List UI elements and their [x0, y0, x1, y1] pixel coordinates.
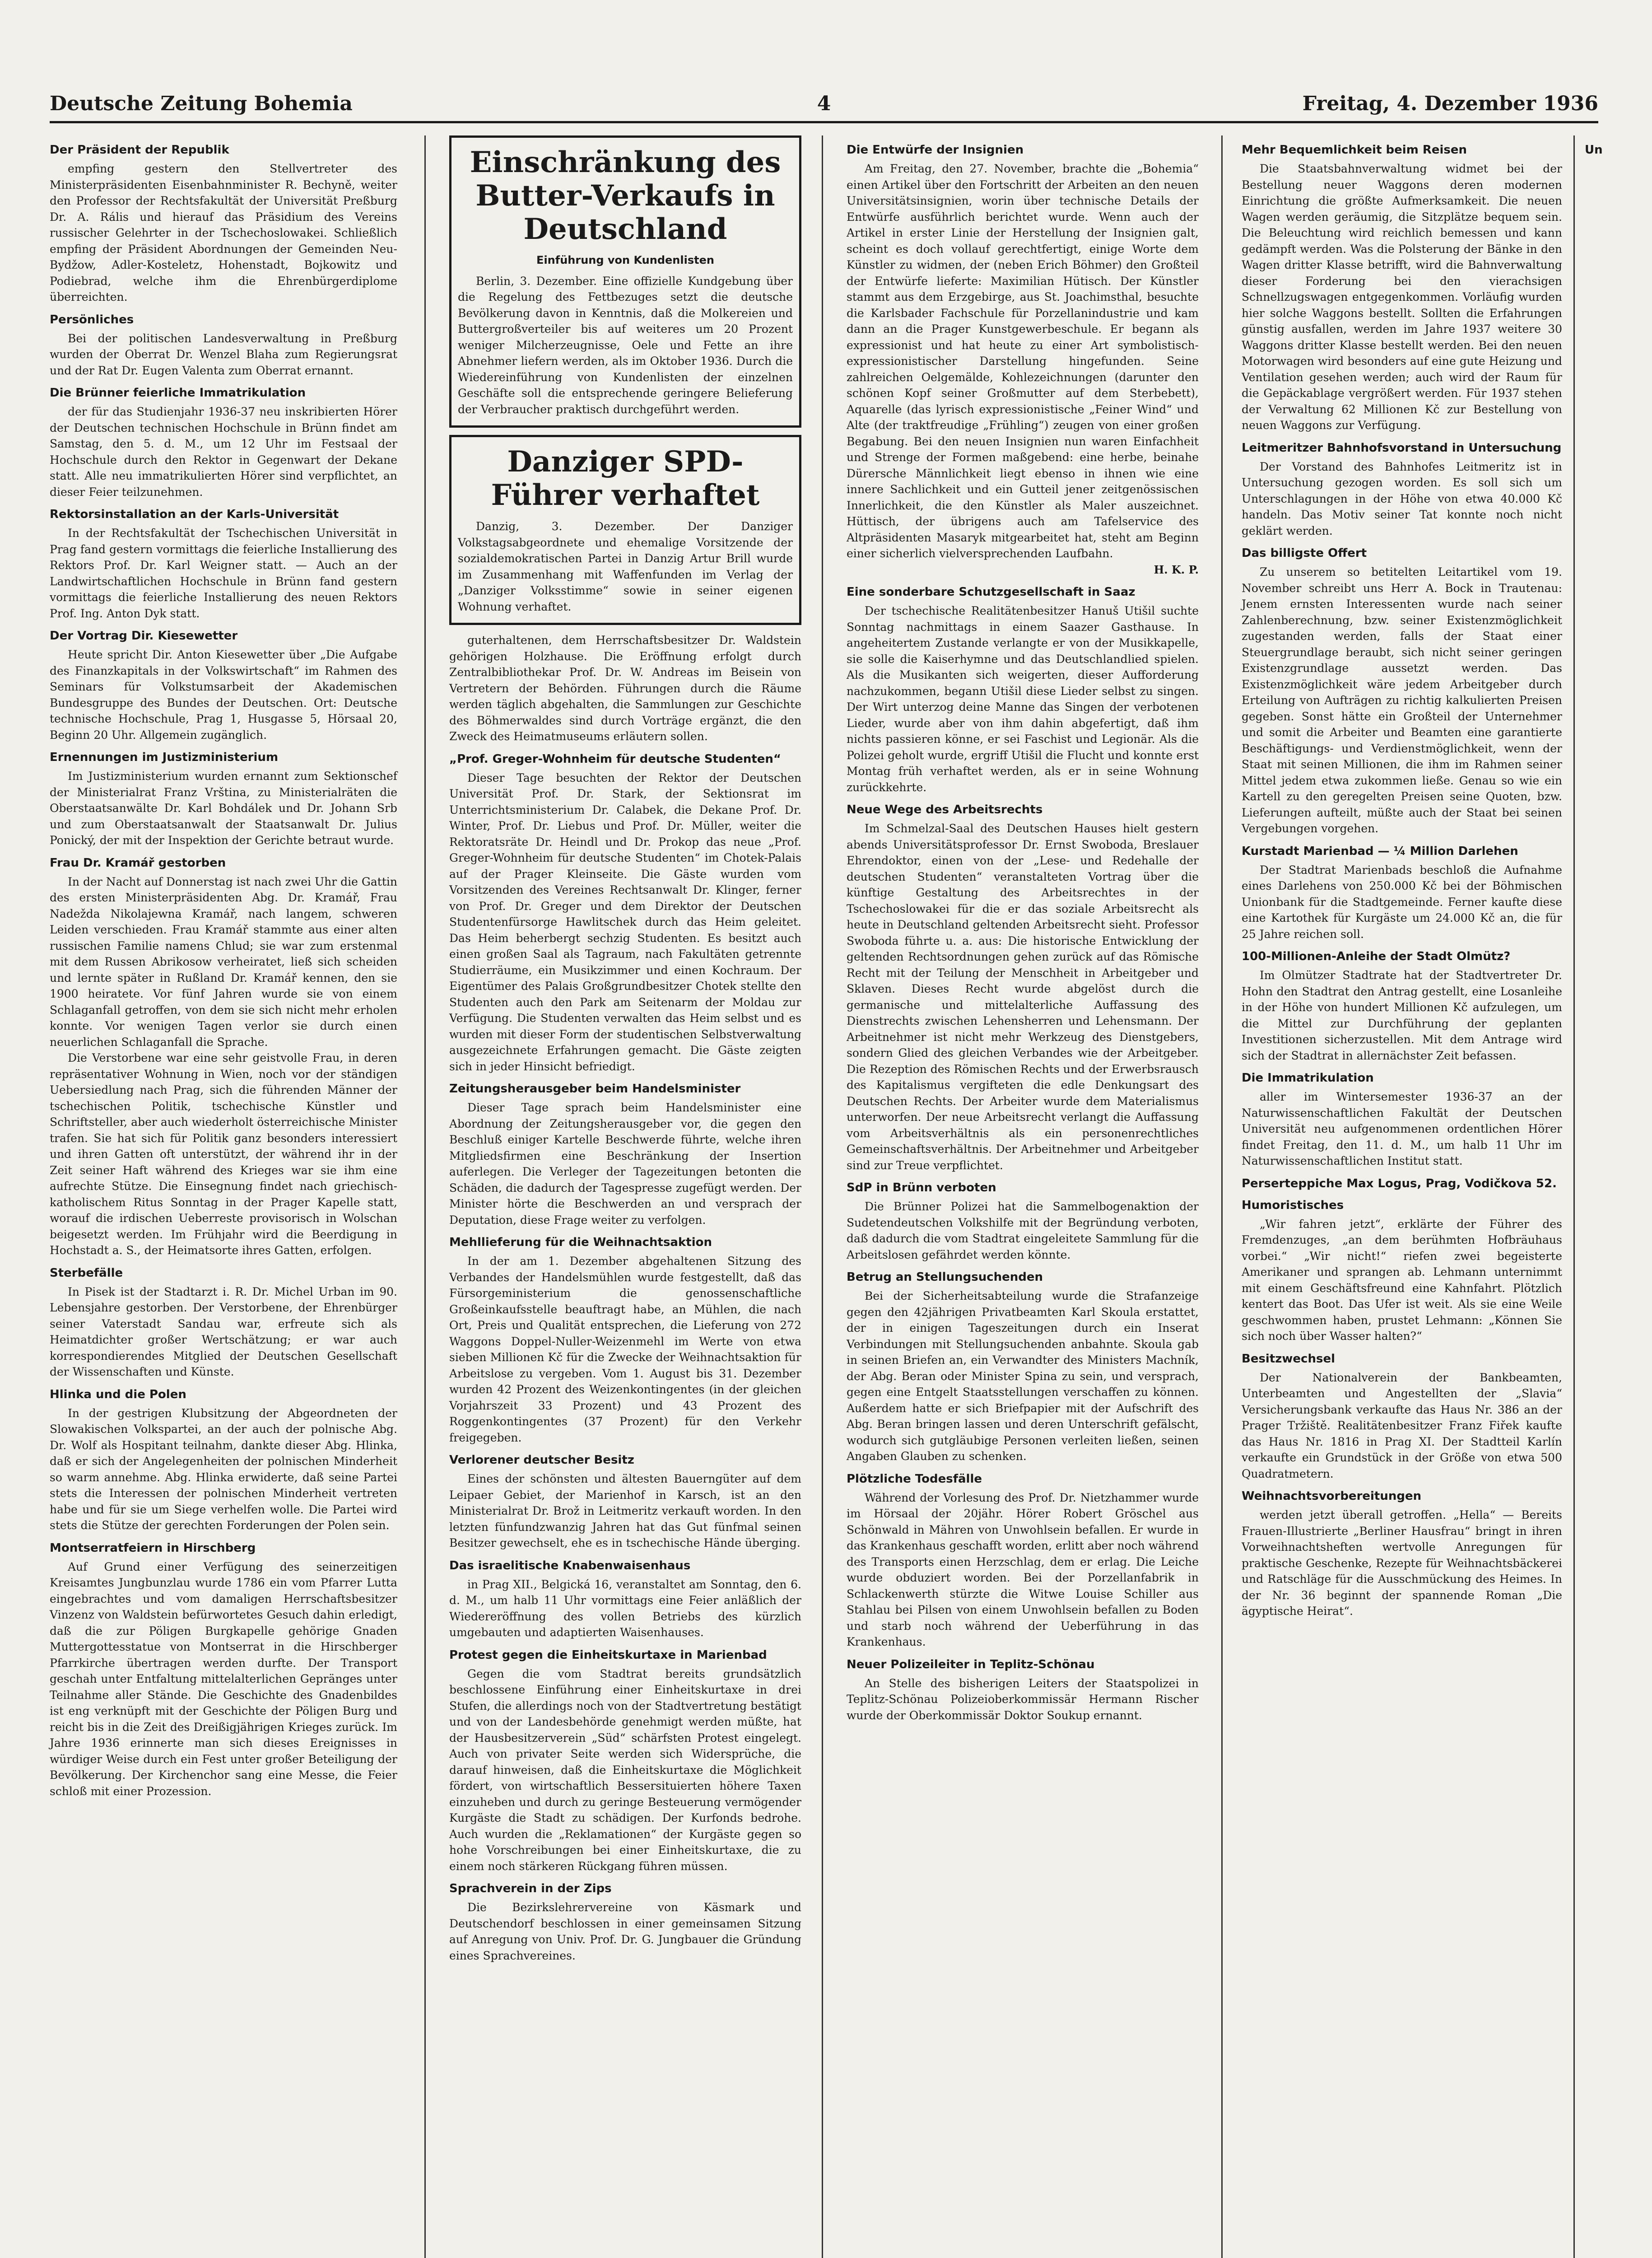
- article-body: In der gestrigen Klubsitzung der Abgeordneten der Slowakischen Volkspartei, an der auch der polnische Abg. Dr. Wolf als Hospitant teilnahm, dankte dieser Abg. Hlinka, daß er sich der Angelegenheiten der polnischen Minderheit so warm annehme. Abg. Hlinka erwiderte, daß seine Partei stets die Interessen der polnischen Minderheit vertreten habe und für sie um Siege verhelfen wolle. Die Partei wird stets die Stütze der gerechten Forderungen der Polen sein.: [50, 1406, 397, 1532]
- article-body: Auf Grund einer Verfügung des seinerzeitigen Kreisamtes Jungbunzlau wurde 1786 ein vom Pfarrer Lutta eingebrachtes und vom damaligen Herrschaftsbesitzer Vinzenz von Waldstein befürwortetes Gesuch dahin erledigt, daß die zur Pöligen Burgkapelle gehörige Gnaden Muttergottesstatue von Montserrat in die Hirschberger Pfarrkirche übertragen werden durfte. Der Transport geschah unter Entfaltung mittelalterlichen Gepränges unter Teilnahme aller Stände. Die Geschichte des Gnadenbildes ist eng verknüpft mit der Geschichte der Pöligen Burg und reicht bis in die Zeit des Dreißigjährigen Krieges zurück. Im Jahre 1936 erinnerte man sich dieses Ereignisses in würdiger Weise durch ein Fest unter großer Beteiligung der Bevölkerung. Der Kirchenchor sang eine Messe, die Feier schloß mit einer Prozession.: [50, 1560, 397, 1798]
- article-title: Plötzliche Todesfälle: [847, 1472, 982, 1486]
- article-body: Während der Vorlesung des Prof. Dr. Nietzhammer wurde im Hörsaal der 20jähr. Hörer Robert Gröschel aus Schönwald in Mähren von Unwohlsein befallen. Er wurde in das Krankenhaus geschafft worden, erlitt aber noch während des Transports einen Herzschlag, dem er erlag. Die Leiche wurde obduziert worden. Bei der Porzellanfabrik in Schlackenwerth stürzte die Witwe Louise Schiller aus Stahlau bei Pilsen von einem Unwohlsein befallen zu Boden und starb noch während der Ueberführung in das Krankenhaus.: [847, 1491, 1199, 1648]
- article-body: Der Stadtrat Marienbads beschloß die Aufnahme eines Darlehens von 250.000 Kč bei der Böhmischen Unionbank für die Stadtgemeinde. Ferner kaufte diese eine Kartothek für Kurgäste um 24.000 Kč an, die für 25 Jahre reichen soll.: [1242, 863, 1562, 941]
- column-4: [1242, 135, 1562, 2258]
- article-body: in Prag XII., Belgická 16, veranstaltet am Sonntag, den 6. d. M., um halb 11 Uhr vormittags eine Feier anläßlich der Wiedereröffnung des vollen Betriebs des kürzlich umgebauten und adaptierten Waisenhauses.: [449, 1577, 801, 1639]
- article-title: Perserteppiche Max Logus, Prag, Vodičkova 52.: [1242, 1176, 1557, 1190]
- newspaper-name: Deutsche Zeitung Bohemia: [50, 92, 353, 115]
- article-title: Besitzwechsel: [1242, 1352, 1335, 1366]
- article-body: empfing gestern den Stellvertreter des Ministerpräsidenten Eisenbahnminister R. Bechyně, weiter den Professor der Rechtsfakultät der Universität Preßburg Dr. A. Rális und hierauf das Präsidium des Vereins russischer Gelehrter in der Tschechoslowakei. Schließlich empfing der Präsident Abordnungen der Gemeinden Neu-Bydžow, Adler-Kosteletz, Hohenstadt, Bojkowitz und Podiebrad, welche ihm die Ehrenbürgerdiplome überreichten.: [50, 162, 397, 303]
- article-title: Montserratfeiern in Hirschberg: [50, 1541, 256, 1555]
- article-body: Zu unserem so betitelten Leitartikel vom 19. November schreibt uns Herr A. Bock in Trautenau: Jenem ernsten Interessenten wurde nach seiner Zahlenberechnung, bzw. seiner Existenzmöglichkeit zugestanden werden, falls der Staat einer Steuergrundlage beraubt, sich nicht seiner geringen Existenzgrundlage aussetzt werden. Das Existenzmöglichkeit wäre jedem Arbeitgeber durch Erteilung von Aufträgen zu richtig kalkulierten Preisen gegeben. Sonst hätte ein Großteil der Unternehmer und somit die Arbeiter und Beamten eine garantierte Beschäftigungs- und Verdienstmöglichkeit, wenn der Staat mit seinen Millionen, die ihm im Rahmen seiner Mittel jedem etwa zukommen ließe. Genau so wie ein Kartell zu den geregelten Preisen seine Quoten, bzw. Lieferungen aufteilt, müßte auch der Staat bei seinen Vergebungen vorgehen.: [1242, 565, 1562, 835]
- article-title-fragment: Un: [1585, 143, 1603, 157]
- article-title: Weihnachtsvorbereitungen: [1242, 1489, 1422, 1503]
- column-rule: [1221, 135, 1223, 2258]
- article-body: werden jetzt überall getroffen. „Hella“ — Bereits Frauen-Illustrierte „Berliner Hausfrau“ bringt in ihren Vorweihnachtsheften wertvolle Anregungen für praktische Geschenke, Rezepte für Weihnachtsbäckerei und Ratschläge für die Ausschmückung des Heimes. In der Nr. 36 beginnt der spannende Roman „Die ägyptische Heirat“.: [1242, 1508, 1562, 1618]
- article-body: Die Staatsbahnverwaltung widmet bei der Bestellung neuer Waggons deren modernen Einrichtung die größte Aufmerksamkeit. Die neuen Wagen werden geräumig, die Sitzplätze bequem sein. Die Beleuchtung wird reichlich bemessen und kann gedämpft werden. Was die Polsterung der Bänke in den Wagen dritter Klasse betrifft, wird die Bahnverwaltung dieser Forderung bei den vierachsigen Schnellzugswagen entgegenkommen. Vorläufig wurden hier solche Waggons bestellt. Sollten die Erfahrungen günstig ausfallen, werden im Jahre 1937 weitere 30 Waggons dritter Klasse bestellt werden. Bei den neuen Motorwagen wird besonders auf eine gute Heizung und Ventilation gesehen werden; auch wird der Raum für die Gepäckablage vergrößert werden. Für 1937 stehen der Verwaltung 62 Millionen Kč zur Bestellung von neuen Waggons zur Verfügung.: [1242, 162, 1562, 432]
- article-body: Bei der Sicherheitsabteilung wurde die Strafanzeige gegen den 42jährigen Privatbeamten Karl Skoula erstattet, der in einigen Tageszeitungen durch ein Inserat Verbindungen mit Stellungsuchenden anbahnte. Skoula gab in seinen Briefen an, ein Verwandter des Ministers Machník, der Abg. Beran oder Minister Spina zu sein, und versprach, gegen eine Entgelt Staatsstellungen verschaffen zu können. Außerdem hatte er sich Briefpapier mit der Aufschrift des Abg. Beran bringen lassen und deren Unterschrift gefälscht, wodurch sich gutgläubige Personen verleiten ließen, seinen Angaben Glauben zu schenken.: [847, 1289, 1199, 1463]
- article-title: „Prof. Greger-Wohnheim für deutsche Studenten“: [449, 752, 782, 766]
- article-title: Das israelitische Knabenwaisenhaus: [449, 1558, 691, 1572]
- headline: Einschränkung des Butter-Verkaufs in Deutschland: [470, 145, 781, 246]
- article-title: Die Immatrikulation: [1242, 1071, 1374, 1085]
- article-title: Humoristisches: [1242, 1198, 1344, 1212]
- article-body: der für das Studienjahr 1936-37 neu inskribierten Hörer der Deutschen technischen Hochschule in Brünn findet am Samstag, den 5. d. M., um 12 Uhr im Festsaal der Hochschule durch den Rektor in Gegenwart der Dekane statt. Alle neu immatrikulierten Hörer sind verpflichtet, an dieser Feier teilzunehmen.: [50, 405, 397, 499]
- article-body: Bei der politischen Landesverwaltung in Preßburg wurden der Oberrat Dr. Wenzel Blaha zum Regierungsrat und der Rat Dr. Eugen Valenta zum Oberrat ernannt.: [50, 331, 397, 377]
- article-title: Mehllieferung für die Weihnachtsaktion: [449, 1236, 712, 1249]
- columns: [50, 135, 1603, 2258]
- article-title: Neuer Polizeileiter in Teplitz-Schönau: [847, 1657, 1095, 1671]
- article-title: Betrug an Stellungsuchenden: [847, 1270, 1043, 1284]
- article-body: Heute spricht Dir. Anton Kiesewetter über „Die Aufgabe des Finanzkapitals in der Volkswirtschaft“ im Rahmen des Seminars für Volkstumsarbeit der Akademischen Bundesgruppe des Bundes der Deutschen. Ort: Deutsche technische Hochschule, Prag 1, Husgasse 5, Hörsaal 20, Beginn 20 Uhr. Allgemein zugänglich.: [50, 648, 397, 742]
- article-body: Die Brünner Polizei hat die Sammelbogenaktion der Sudetendeutschen Volkshilfe mit der Begründung verboten, daß dadurch die vom Stadtrat eingeleitete Sammlung für die Arbeitslosen gefährdet werden könnte.: [847, 1200, 1199, 1261]
- article-body: Am Freitag, den 27. November, brachte die „Bohemia“ einen Artikel über den Fortschritt der Arbeiten an den neuen Universitätsinsignien, worin über technische Details der Entwürfe ausführlich berichtet wurde. Wenn auch der Artikel in erster Linie der Herstellung der Insignien galt, scheint es doch vollauf gerechtfertigt, einige Worte dem Künstler zu widmen, der (neben Erich Böhmer) den Großteil der Entwürfe lieferte: Maximilian Hütisch. Der Künstler stammt aus dem Erzgebirge, aus St. Joachimsthal, besuchte die Karlsbader Fachschule für Porzellanindustrie und kam dann an die Prager Kunstgewerbeschule. Er begann als expressionist und hat heute zu einer Art symbolistisch-expressionistischer Darstellung hingefunden. Seine zahlreichen Oelgemälde, Kohlezeichnungen (darunter den schönen Kopf seiner Großmutter auf dem Sterbebett), Aquarelle (das lyrisch expressionistische „Feiner Wind“ und Alte (der traktfreudige „Frühling“) zeugen von einer großen Begabung. Bei den neuen Insignien nun waren Einfachheit und Strenge der Formen maßgebend: eine herbe, beinahe Dürersche Männlichkeit liegt ebenso in ihnen wie eine innere Sachlichkeit und ein Gutteil jener zeitgenössischen Innerlichkeit, die den Künstler als Maler auszeichnet. Hüttisch, der übrigens auch am Tafelservice des Altpräsidenten Masaryk mitgearbeitet hat, steht am Beginn einer sicherlich vielversprechenden Laufbahn.: [847, 162, 1199, 560]
- article-title: Zeitungsherausgeber beim Handelsminister: [449, 1082, 741, 1096]
- column-rule: [1573, 135, 1575, 2258]
- article-body: „Wir fahren jetzt“, erklärte der Führer des Fremdenzuges, „an dem berühmten Hofbräuhaus vorbei.“ „Wir nicht!“ riefen zwei begeisterte Amerikaner und sprangen ab. Lehmann unternimmt mit einem Geschäftsfreund eine Kahnfahrt. Plötzlich kentert das Boot. Das Ufer ist weit. Als sie eine Weile geschwommen haben, prustet Lehmann: „Können Sie sich noch über Wasser halten?“: [1242, 1217, 1562, 1343]
- article-body: aller im Wintersemester 1936-37 an der Naturwissenschaftlichen Fakultät der Deutschen Universität neu aufgenommenen ordentlichen Hörer findet Freitag, den 11. d. M., um halb 11 Uhr im Naturwissenschaftlichen Institut statt.: [1242, 1090, 1562, 1167]
- article-body: Dieser Tage sprach beim Handelsminister eine Abordnung der Zeitungsherausgeber vor, die gegen den Beschluß einiger Kartelle Beschwerde führte, welche ihren Mitgliedsfirmen eine Beschränkung der Insertion auferlegen. Die Verleger der Tagezeitungen betonten die Schäden, die dadurch der Tagespresse zugefügt werden. Der Minister hörte die Beschwerden an und versprach der Deputation, diese Frage weiter zu verfolgen.: [449, 1101, 801, 1227]
- article-title: Sterbefälle: [50, 1266, 123, 1280]
- article-body: In Pisek ist der Stadtarzt i. R. Dr. Michel Urban im 90. Lebensjahre gestorben. Der Verstorbene, der Ehrenbürger seiner Vaterstadt Sandau war, erfreute sich als Heimatdichter großer Wertschätzung; er war auch korrespondierendes Mitglied der Deutschen Gesellschaft der Wissenschaften und Künste.: [50, 1285, 397, 1378]
- article-title: Ernennungen im Justizministerium: [50, 751, 279, 764]
- article-title: Leitmeritzer Bahnhofsvorstand in Untersuchung: [1242, 441, 1562, 455]
- article-body: guterhaltenen, dem Herrschaftsbesitzer Dr. Waldstein gehörigen Holzhause. Die Eröffnung erfolgt durch Zentralbibliothekar Prof. Dr. W. Andreas im Beisein von Vertretern der Behörden. Führungen durch die Räume werden täglich abgehalten, die Sammlungen zur Geschichte des Böhmerwaldes sind durch Vorträge ergänzt, die den Zweck des Heimatmuseums erläutern sollen.: [449, 634, 801, 743]
- article-title: Rektorsinstallation an der Karls-Universität: [50, 508, 339, 521]
- article-title: Protest gegen die Einheitskurtaxe in Marienbad: [449, 1648, 767, 1662]
- article-body: In der am 1. Dezember abgehaltenen Sitzung des Verbandes der Handelsmühlen wurde festgestellt, daß das Fürsorgeministerium die genossenschaftliche Großeinkaufsstelle beauftragt habe, an Mühlen, die nach Ort, Preis und Qualität entsprechen, die Lieferung von 272 Waggons Doppel-Nuller-Weizenmehl im Werte von etwa sieben Millionen Kč für die Zwecke der Weihnachtsaktion für Arbeitslose zu vergeben. Vom 1. August bis 31. Dezember wurden 42 Prozent des Weizenkontingentes (in der gleichen Vorjahrszeit 33 Prozent) und 43 Prozent des Roggenkontingentes (37 Prozent) für den Verkehr freigegeben.: [449, 1255, 801, 1444]
- article-title: Die Brünner feierliche Immatrikulation: [50, 386, 306, 400]
- article-body: Die Bezirkslehrervereine von Käsmark und Deutschendorf beschlossen in einer gemeinsamen Sitzung auf Anregung von Univ. Prof. Dr. G. Jungbauer die Gründung eines Sprachvereines.: [449, 1901, 801, 1962]
- article-title: Eine sonderbare Schutzgesellschaft in Saaz: [847, 585, 1135, 599]
- column-rule: [822, 135, 823, 2258]
- article-body: Die Verstorbene war eine sehr geistvolle Frau, in deren repräsentativer Wohnung in Wien, noch vor der ständigen Uebersiedlung nach Prag, sich die führenden Männer der tschechischen Politik, tschechische Künstler und Schriftsteller, aber auch wiederholt österreichische Minister trafen. Sie hat sich für Politik ganz besonders interessiert und ihren Gatten oft unterstützt, der während ihr in der Zeit seiner Haft während des Krieges war sie ihm eine aufrechte Stütze. Die Einsegnung findet nach griechisch-katholischem Ritus Sonntag in der Prager Kapelle statt, worauf die irdischen Ueberreste provisorisch in Wolschan beigesetzt werden. Im Frühjahr wird die Beerdigung in Hochstadt a. S., der Heimatsorte ihres Gatten, erfolgen.: [50, 1051, 397, 1257]
- article-title: Mehr Bequemlichkeit beim Reisen: [1242, 143, 1467, 157]
- article-body: Danzig, 3. Dezember. Der Danziger Volkstagsabgeordnete und ehemalige Vorsitzende der sozialdemokratischen Partei in Danzig Artur Brill wurde im Zusammenhang mit Waffenfunden im Verlag der „Danziger Volksstimme“ sowie in seiner eigenen Wohnung verhaftet.: [458, 520, 793, 613]
- article-body: Eines der schönsten und ältesten Bauerngüter auf dem Leipaer Gebiet, der Marienhof in Karsch, ist an den Ministerialrat Dr. Brož in Leitmeritz verkauft worden. In den letzten fünfundzwanzig Jahren hat das Gut fünfmal seinen Besitzer gewechselt, ehe es in tschechische Hände überging.: [449, 1472, 801, 1549]
- article-title: Sprachverein in der Zips: [449, 1882, 612, 1895]
- article-body: In der Rechtsfakultät der Tschechischen Universität in Prag fand gestern vormittags die feierliche Installierung des Rektors Prof. Dr. Karl Weigner statt. — Auch an der Landwirtschaftlichen Hochschule in Brünn fand gestern vormittags die feierliche Installierung des neuen Rektors Prof. Ing. Anton Dyk statt.: [50, 527, 397, 620]
- article-title: Kurstadt Marienbad — ¼ Million Darlehen: [1242, 844, 1518, 858]
- column-5-fragment: [1585, 135, 1603, 2258]
- article-body: Im Justizministerium wurden ernannt zum Sektionschef der Ministerialrat Franz Vrština, zu Ministerialräten die Oberstaatsanwälte Dr. Karl Bohdálek und Dr. Johann Srb und zum Oberstaatsanwalt der Staatsanwalt Dr. Julius Ponický, der mit der Inspektion der Gerichte betraut wurde.: [50, 770, 397, 847]
- article-body: Der tschechische Realitätenbesitzer Hanuš Utišil suchte Sonntag nachmittags in einem Saazer Gasthause. In angeheitertem Zustande verlangte er von der Musikkapelle, sie solle die Kaiserhymne und das Deutschlandlied spielen. Als die Musikanten sich weigerten, dieser Aufforderung nachzukommen, begann Utišil diese Lieder selbst zu singen. Der Wirt unterzog deine Manne das Singen der verbotenen Lieder, wurde aber von ihm dahin abgefertigt, daß ihm nichts passieren könne, er sei Faschist und Legionär. Als die Polizei geholt wurde, ergriff Utišil die Flucht und konnte erst Montag früh verhaftet werden, als er in seine Wohnung zurückkehrte.: [847, 604, 1199, 794]
- column-1: [50, 135, 397, 2258]
- headline: Danziger SPD-Führer verhaftet: [491, 445, 760, 512]
- article-body: Im Schmelzal-Saal des Deutschen Hauses hielt gestern abends Universitätsprofessor Dr. Ernst Swoboda, Breslauer Ehrendoktor, einen von der „Lese- und Redehalle der deutschen Studenten“ veranstalteten Vortrag über die künftige Gestaltung des Arbeitsrechtes in der Tschechoslowakei für die er das soziale Arbeitsrecht als heute in Deutschland geltenden Arbeitsrecht sieht. Professor Swoboda führte u. a. aus: Die historische Entwicklung der geltenden Rechtsordnungen gehen zurück auf das Römische Recht mit der Teilung der Menschheit in Arbeitgeber und Sklaven. Dieses Recht wurde abgelöst durch die germanische und mittelalterliche Auffassung des Dienstrechts zwischen Lehensherren und Lehensmann. Der Arbeitnehmer ist nicht mehr Werkzeug des Dienstgebers, sondern Glied des gleichen Verbandes wie der Arbeitgeber. Die Rezeption des Römischen Rechts und der Erwerbsrausch des Kapitalismus vergifteten die edle Denkungsart des Deutschen Rechts. Der Arbeiter wurde dem Materialismus unterworfen. Der neue Arbeitsrecht verlangt die Auffassung vom Arbeitsverhältnis als ein personenrechtliches Gemeinschaftsverhältnis. Der Arbeitnehmer und Arbeitgeber sind zur Treue verpflichtet.: [847, 822, 1199, 1172]
- article-title: SdP in Brünn verboten: [847, 1181, 996, 1194]
- article-body: Gegen die vom Stadtrat bereits grundsätzlich beschlossene Einführung einer Einheitskurtaxe in drei Stufen, die allerdings noch von der Stadtvertretung bestätigt und von der Landesbehörde genehmigt werden müßte, hat der Hausbesitzerverein „Süd“ schärfsten Protest eingelegt. Auch von privater Seite werden sich Widersprüche, die darauf hinweisen, daß die Einheitskurtaxe die Möglichkeit fördert, von wirtschaftlich Bessersituierten höhere Taxen einzuheben und durch zu geringe Besteuerung vermögender Kurgäste die Stadt zu schädigen. Der Kurfonds bedrohe. Auch wurden die „Reklamationen“ der Kurgäste gegen so hohe Vorschreibungen bei einer Einheitskurtaxe, die zu einem noch stärkeren Rückgang führen müssen.: [449, 1667, 801, 1873]
- article-title: Der Vortrag Dir. Kiesewetter: [50, 629, 238, 643]
- article-title: 100-Millionen-Anleihe der Stadt Olmütz?: [1242, 950, 1511, 963]
- article-body: Berlin, 3. Dezember. Eine offizielle Kundgebung über die Regelung des Fettbezuges setzt die deutsche Bevölkerung davon in Kenntnis, daß die Molkereien und Buttergroßverteiler bis auf weiteres um 20 Prozent weniger Milcherzeugnisse, Oele und Fette an ihre Abnehmer liefern werden, als im Oktober 1936. Durch die Wiedereinführung von Kundenlisten der einzelnen Geschäfte soll die entsprechende geringere Belieferung der Verbraucher praktisch durchgeführt werden.: [458, 274, 793, 416]
- article-body: Im Olmützer Stadtrate hat der Stadtvertreter Dr. Hohn den Stadtrat den Antrag gestellt, eine Losanleihe in der Höhe von hundert Millionen Kč aufzulegen, um die Mittel zur Durchführung der geplanten Investitionen sicherzustellen. Mit dem Antrage wird sich der Stadtrat in allernächster Zeit befassen.: [1242, 969, 1562, 1062]
- author-signature: H. K. P.: [1154, 563, 1199, 576]
- article-title: Hlinka und die Polen: [50, 1387, 186, 1401]
- column-rule: [424, 135, 426, 2258]
- headline-box: [449, 135, 801, 428]
- article-title: Der Präsident der Republik: [50, 143, 229, 157]
- article-body: An Stelle des bisherigen Leiters der Staatspolizei in Teplitz-Schönau Polizeioberkommissär Hermann Rischer wurde der Oberkommissär Doktor Soukup ernannt.: [847, 1676, 1199, 1722]
- page-number: 4: [817, 92, 831, 115]
- article-body: Dieser Tage besuchten der Rektor der Deutschen Universität Prof. Dr. Stark, der Sektionsrat im Unterrichtsministerium Dr. Calabek, die Dekane Prof. Dr. Winter, Prof. Dr. Liebus und Prof. Dr. Müller, weiter die Rektoratsräte Dr. Heindl und Dr. Prokop das neue „Prof. Greger-Wohnheim für deutsche Studenten“ im Chotek-Palais auf der Prager Kleinseite. Die Gäste wurden vom Vorsitzenden des Vereines Rechtsanwalt Dr. Klinger, ferner von Prof. Dr. Greger und dem Direktor der Deutschen Studentenfürsorge Hawlitschek durch das Heim geleitet. Das Heim beherbergt sechzig Studenten. Es besitzt auch einen großen Saal als Tagraum, nach Fakultäten getrennte Studierräume, ein Musikzimmer und einen Kochraum. Der Eigentümer des Palais Großgrundbesitzer Chotek stellte den Studenten auch den Park am Seitenarm der Moldau zur Verfügung. Die Studenten verwalten das Heim selbst und es wurden mit dieser Form der studentischen Selbstverwaltung ausgezeichnete Erfahrungen gemacht. Die Gäste zeigten sich in jeder Hinsicht befriedigt.: [449, 771, 801, 1073]
- article-title: Die Entwürfe der Insignien: [847, 143, 1024, 157]
- article-body: Der Vorstand des Bahnhofes Leitmeritz ist in Untersuchung gezogen worden. Es soll sich um Unterschlagungen in der Höhe von etwa 40.000 Kč handeln. Das Motiv seiner Tat konnte noch nicht geklärt werden.: [1242, 460, 1562, 537]
- article-title: Das billigste Offert: [1242, 546, 1367, 560]
- article-title: Persönliches: [50, 313, 134, 327]
- subheadline: Einführung von Kundenlisten: [536, 254, 714, 266]
- article-title: Frau Dr. Kramář gestorben: [50, 856, 226, 870]
- column-2: [449, 135, 801, 2258]
- column-3: [847, 135, 1199, 2258]
- masthead: [50, 86, 1598, 123]
- headline-box: [449, 435, 801, 625]
- article-title: Neue Wege des Arbeitsrechts: [847, 803, 1043, 816]
- article-title: Verlorener deutscher Besitz: [449, 1453, 634, 1467]
- article-body: Der Nationalverein der Bankbeamten, Unterbeamten und Angestellten der „Slavia“ Versicherungsbank verkaufte das Haus Nr. 386 an der Prager Tržiště. Realitätenbesitzer Franz Fiřek kaufte das Haus Nr. 1816 in Prag XI. Der Stadtteil Karlín verkaufte ein Grundstück in der Größe von etwa 500 Quadratmetern.: [1242, 1371, 1562, 1480]
- article-body: In der Nacht auf Donnerstag ist nach zwei Uhr die Gattin des ersten Ministerpräsidenten Abg. Dr. Kramář, Frau Nadežda Nikolajewna Kramář, nach langem, schweren Leiden verschieden. Frau Kramář stammte aus einer alten russischen Familie namens Chlud; sie war zum erstenmal mit dem Russen Abrikosow verheiratet, ließ sich scheiden und lernte später in Rußland Dr. Kramář kennen, den sie 1900 heiratete. Vor fünf Jahren wurde sie von einem Schlaganfall getroffen, von dem sie sich nicht mehr erholen konnte. Vor wenigen Tagen verlor sie durch einen neuerlichen Schlaganfall die Sprache.: [50, 875, 397, 1049]
- issue-date: Freitag, 4. Dezember 1936: [1302, 92, 1598, 115]
